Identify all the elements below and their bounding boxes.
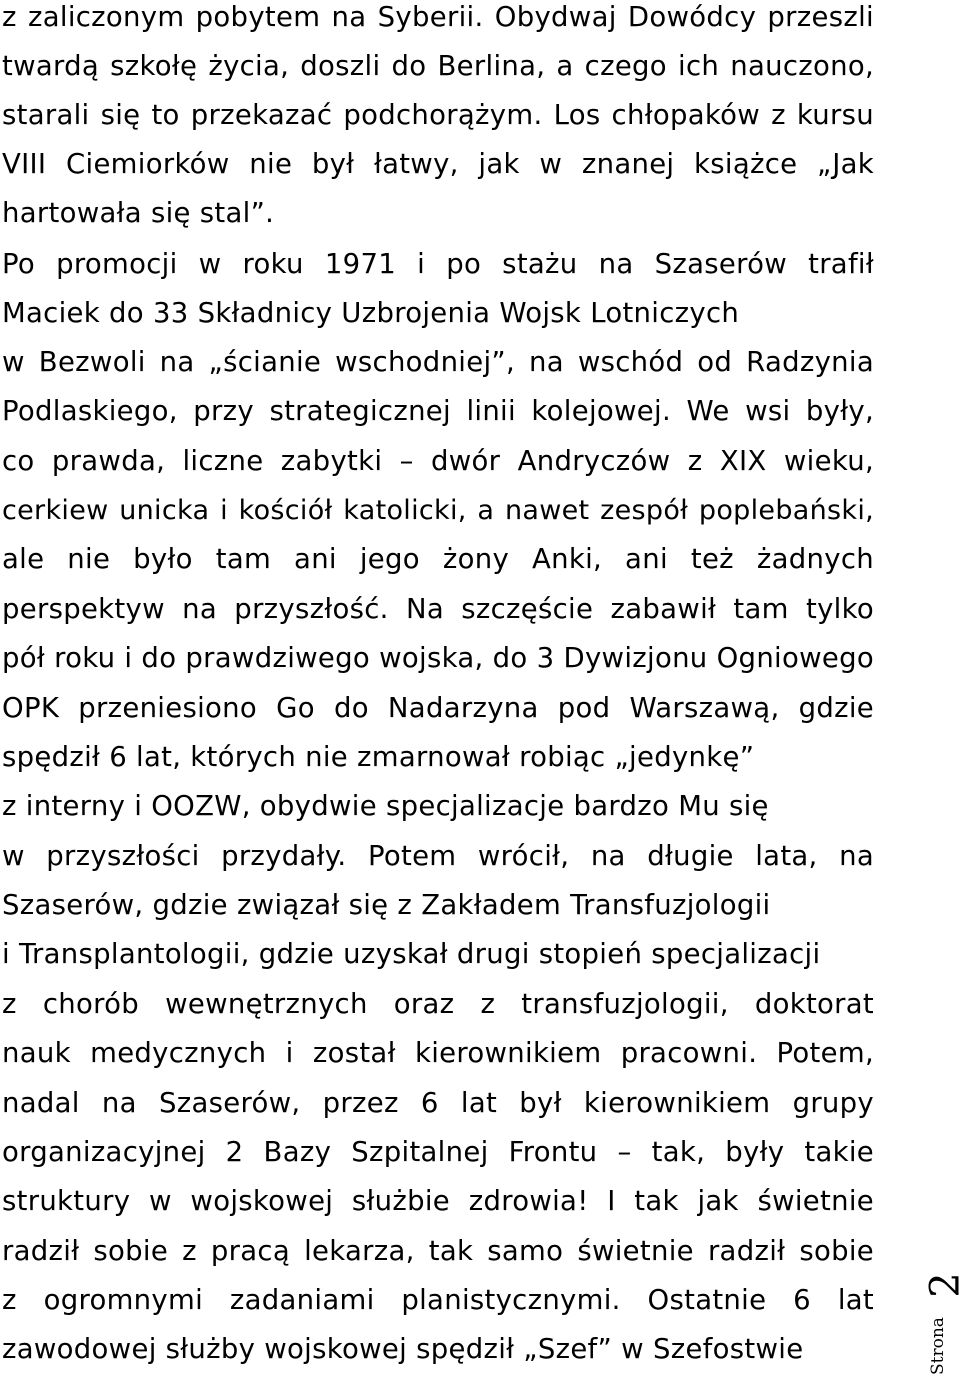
text-line: co prawda, liczne zabytki – dwór Andryczów z XIX wieku, bbox=[2, 445, 874, 477]
text-line: w przyszłości przydały. Potem wrócił, na długie lata, na bbox=[2, 840, 874, 872]
text-line: Maciek do 33 Składnicy Uzbrojenia Wojsk Lotniczych bbox=[2, 297, 740, 329]
text-line: Szaserów, gdzie związał się z Zakładem Transfuzjologii bbox=[2, 889, 771, 921]
text-line: spędził 6 lat, których nie zmarnował robiąc „jedynkę” bbox=[2, 741, 755, 773]
text-line: zawodowej służby wojskowej spędził „Szef” w Szefostwie bbox=[2, 1333, 804, 1365]
page-label: Strona bbox=[928, 1317, 948, 1375]
text-line: twardą szkołę życia, doszli do Berlina, a czego ich nauczono, bbox=[2, 50, 874, 82]
text-line: cerkiew unicka i kościół katolicki, a nawet zespół poplebański, bbox=[2, 495, 874, 526]
text-line: hartowała się stal”. bbox=[2, 197, 275, 229]
page-number: 2 bbox=[922, 1272, 968, 1298]
text-line: Po promocji w roku 1971 i po stażu na Szaserów trafił bbox=[2, 248, 874, 280]
text-line: z chorób wewnętrznych oraz z transfuzjologii, doktorat bbox=[2, 988, 874, 1020]
text-line: Podlaskiego, przy strategicznej linii kolejowej. We wsi były, bbox=[2, 395, 874, 427]
text-line: i Transplantologii, gdzie uzyskał drugi stopień specjalizacji bbox=[2, 938, 821, 970]
text-line: z zaliczonym pobytem na Syberii. Obydwaj Dowódcy przeszli bbox=[2, 1, 874, 33]
text-line: struktury w wojskowej służbie zdrowia! I tak jak świetnie bbox=[2, 1185, 874, 1217]
text-line: pół roku i do prawdziwego wojska, do 3 Dywizjonu Ogniowego bbox=[2, 642, 874, 674]
text-line: starali się to przekazać podchorążym. Los chłopaków z kursu bbox=[2, 99, 874, 131]
text-line: OPK przeniesiono Go do Nadarzyna pod Warszawą, gdzie bbox=[2, 692, 874, 724]
text-line: nadal na Szaserów, przez 6 lat był kierownikiem grupy bbox=[2, 1087, 874, 1119]
text-line: z ogromnymi zadaniami planistycznymi. Ostatnie 6 lat bbox=[2, 1284, 874, 1316]
text-line: w Bezwoli na „ścianie wschodniej”, na wschód od Radzynia bbox=[2, 346, 874, 378]
text-line: VIII Ciemiorków nie był łatwy, jak w znanej książce „Jak bbox=[2, 148, 874, 180]
text-line: perspektyw na przyszłość. Na szczęście zabawił tam tylko bbox=[2, 593, 874, 625]
text-line: ale nie było tam ani jego żony Anki, ani też żadnych bbox=[2, 543, 874, 575]
page-number-footer bbox=[922, 1265, 968, 1375]
text-line: radził sobie z pracą lekarza, tak samo świetnie radził sobie bbox=[2, 1235, 874, 1267]
text-line: nauk medycznych i został kierownikiem pracowni. Potem, bbox=[2, 1037, 874, 1069]
text-line: z interny i OOZW, obydwie specjalizacje bardzo Mu się bbox=[2, 790, 769, 822]
text-line: organizacyjnej 2 Bazy Szpitalnej Frontu – tak, były takie bbox=[2, 1136, 874, 1168]
